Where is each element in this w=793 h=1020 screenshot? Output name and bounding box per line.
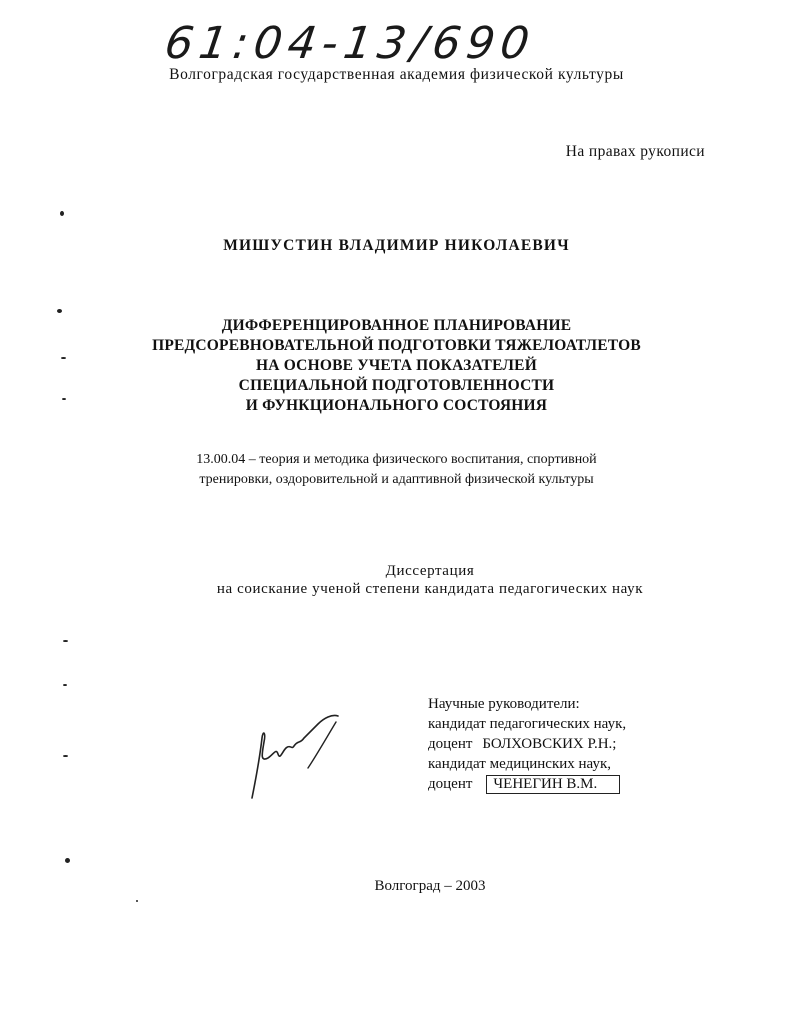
city-year: Волгоград – 2003 <box>374 878 486 894</box>
handwritten-archive-code <box>160 10 580 70</box>
scan-speck <box>65 858 70 863</box>
scan-speck <box>63 640 68 642</box>
author-name: МИШУСТИН ВЛАДИМИР НИКОЛАЕВИЧ <box>223 237 570 254</box>
supervisor-1-degree: кандидат педагогических наук, <box>428 716 627 732</box>
topic-line: И ФУНКЦИОНАЛЬНОГО СОСТОЯНИЯ <box>245 397 548 414</box>
supervisor-1 <box>428 734 626 754</box>
scan-speck <box>63 684 67 686</box>
supervisor-2-title: доцент <box>428 776 473 792</box>
svg-text:61:04-13/690: 61:04-13/690 <box>161 18 539 69</box>
degree-purpose: на соискание ученой степени кандидата педагогических наук <box>216 581 644 597</box>
scan-speck <box>60 211 64 216</box>
topic-line: ДИФФЕРЕНЦИРОВАННОЕ ПЛАНИРОВАНИЕ <box>221 317 572 334</box>
supervisor-1-title: доцент <box>428 736 473 752</box>
rights-note: На правах рукописи <box>565 143 705 160</box>
scan-speck <box>57 309 62 313</box>
topic-line: СПЕЦИАЛЬНОЙ ПОДГОТОВЛЕННОСТИ <box>238 377 555 394</box>
supervisors-block <box>428 694 626 794</box>
supervisor-1-name: БОЛХОВСКИХ Р.Н.; <box>482 736 617 752</box>
scan-speck <box>136 900 138 902</box>
scan-speck <box>63 755 68 757</box>
signature-icon <box>238 708 348 803</box>
supervisor-2 <box>428 774 626 794</box>
topic-line: ПРЕДСОРЕВНОВАТЕЛЬНОЙ ПОДГОТОВКИ ТЯЖЕЛОАТЛЕТОВ <box>152 337 641 354</box>
institution-name: Волгоградская государственная академия физической культуры <box>169 66 624 83</box>
specialty-line: тренировки, оздоровительной и адаптивной физической культуры <box>199 472 594 487</box>
scan-speck <box>61 357 66 359</box>
specialty-code <box>0 450 793 490</box>
supervisors-heading: Научные руководители: <box>428 696 580 712</box>
specialty-line: 13.00.04 – теория и методика физического воспитания, спортивной <box>196 452 597 467</box>
scan-speck <box>62 398 66 400</box>
supervisor-2-name: ЧЕНЕГИН В.М. <box>486 775 620 794</box>
supervisor-2-degree: кандидат медицинских наук, <box>428 756 611 772</box>
dissertation-label: Диссертация <box>385 563 475 579</box>
dissertation-topic <box>0 316 793 416</box>
topic-line: НА ОСНОВЕ УЧЕТА ПОКАЗАТЕЛЕЙ <box>256 357 537 374</box>
